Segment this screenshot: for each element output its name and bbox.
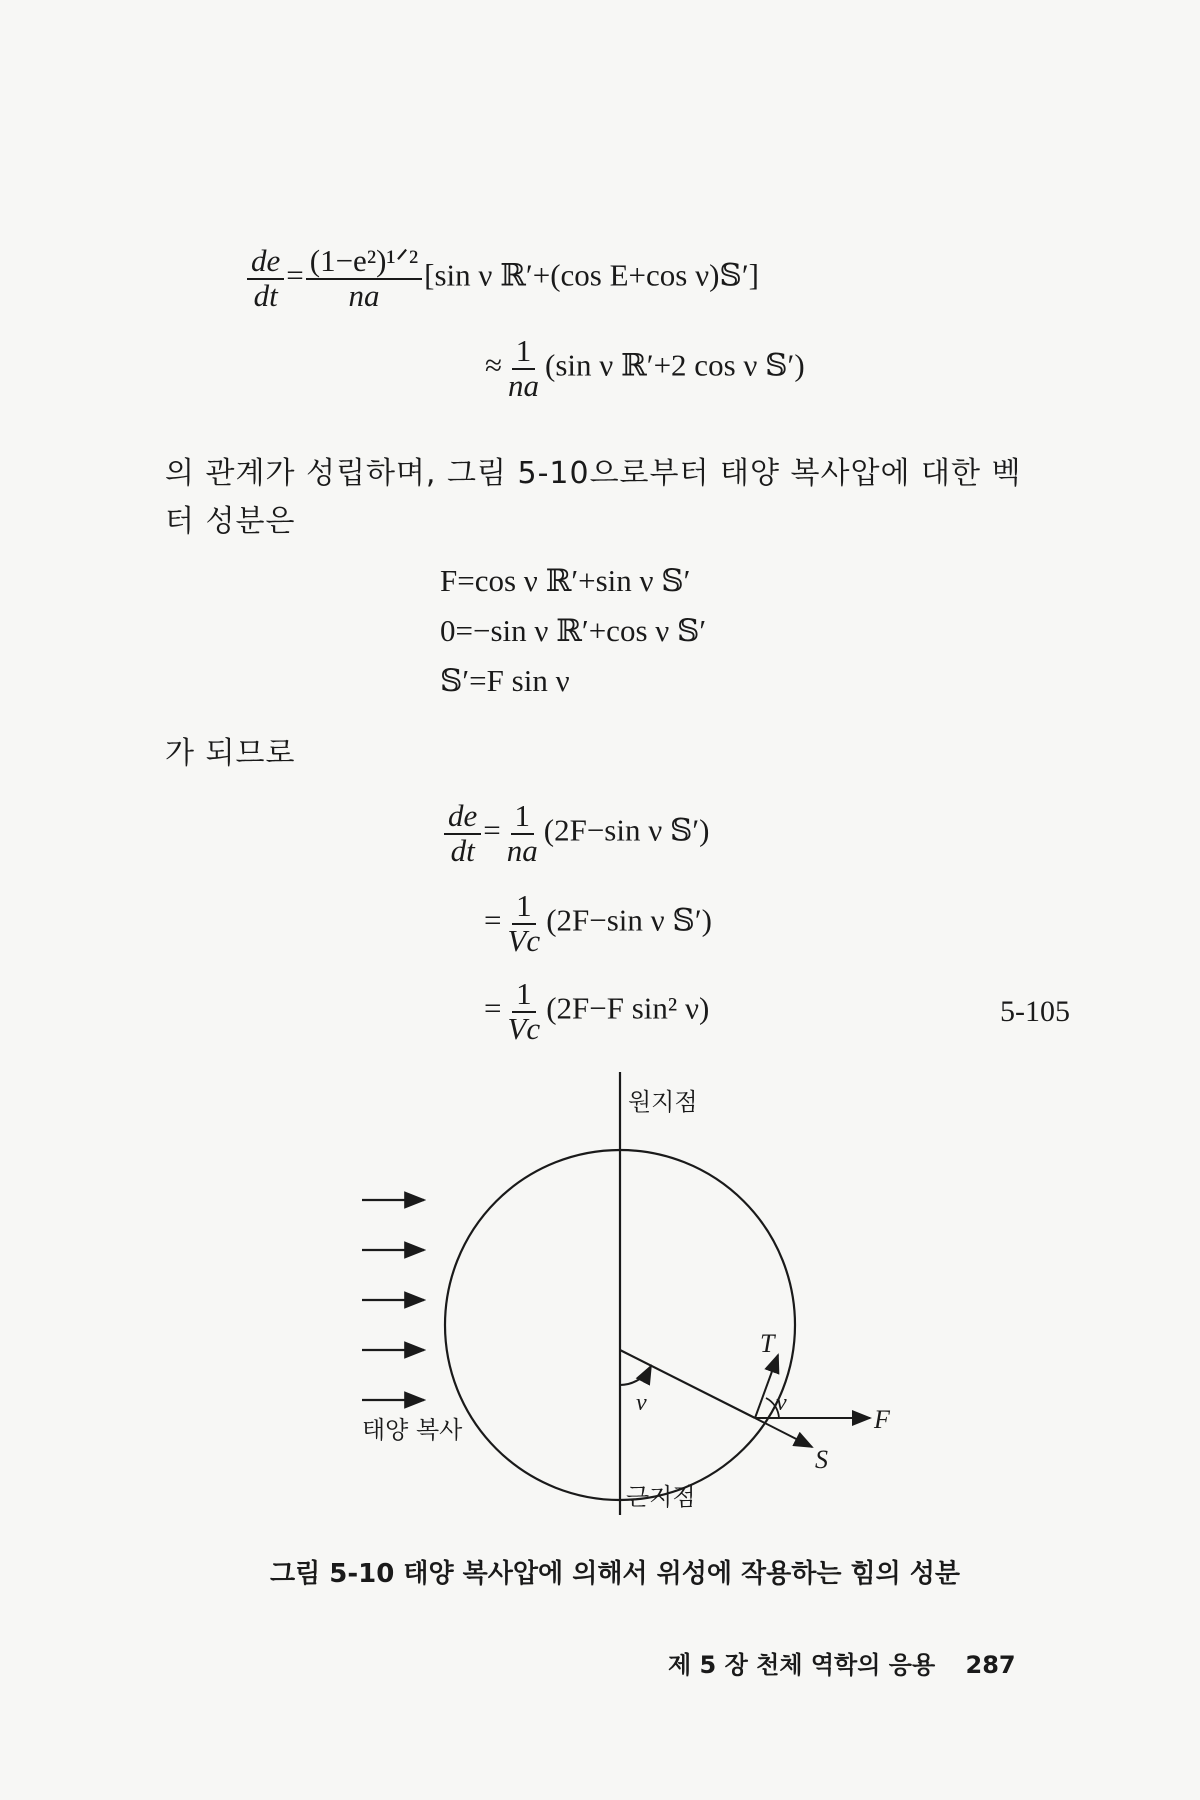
label-f: F [874,1405,890,1434]
eq2-rhs: (sin ν ℝ′+2 cos ν 𝕊′) [545,347,805,383]
label-apogee: 원지점 [628,1088,698,1116]
eq1-rhs: [sin ν ℝ′+(cos E+cos ν)𝕊′] [424,257,759,293]
s-vector [755,1418,812,1447]
paragraph-2: 가 되므로 [165,736,296,771]
page-number: 287 [965,1651,1016,1679]
label-perigee: 근지점 [626,1483,696,1511]
figure-caption: 그림 5-10 태양 복사압에 의해서 위성에 작용하는 힘의 성분 [270,1559,961,1589]
vector-equation-2: 0=−sin ν ℝ′+cos ν 𝕊′ [440,613,707,648]
label-t: T [760,1329,775,1358]
label-nu-point: ν [776,1390,787,1416]
vector-equation-3: 𝕊′=F sin ν [440,663,570,698]
lhs-fraction: $\frac{de}{dt}$ [247,245,284,312]
coefficient-fraction: $\frac{\text{(1−e²)¹ᐟ²}}{na}$ [306,245,422,312]
label-nu-center: ν [636,1390,647,1416]
paragraph-line-2: 터 성분은 [165,504,296,539]
running-footer [668,1645,1016,1680]
derivation-line-1: $\frac{de}{dt}$ = $\frac{1}{na}$ (2F−sin ν 𝕊′) [442,800,709,867]
angle-arc-center [620,1366,651,1385]
equation-number: 5-105 [1000,995,1070,1028]
derivation-line-3: = $\frac{1}{Vc}$ (2F−F sin² ν) [484,976,710,1046]
equation-eccentricity-rate: $\frac{de}{dt}$ = $\frac{\text{(1−e²)¹ᐟ²}}{na}$ [sin ν ℝ′+(cos E+cos ν)𝕊′] [245,245,759,312]
label-s: S [815,1445,828,1474]
vector-equation-1: F=cos ν ℝ′+sin ν 𝕊′ [440,563,691,598]
chapter-title: 제 5 장 천체 역학의 응용 [668,1651,936,1679]
approx-fraction: $\frac{1}{na}$ [508,333,540,403]
paragraph-line-1: 의 관계가 성립하며, 그림 5-10으로부터 태양 복사압에 대한 벡 [165,456,1022,491]
figure-orbit-diagram [340,1060,900,1520]
label-solar-radiation: 태양 복사 [362,1416,463,1444]
equation-approximation: ≈ $\frac{1}{na}$ (sin ν ℝ′+2 cos ν 𝕊′) [485,333,805,403]
derivation-line-2: = $\frac{1}{Vc}$ (2F−sin ν 𝕊′) [484,888,712,958]
